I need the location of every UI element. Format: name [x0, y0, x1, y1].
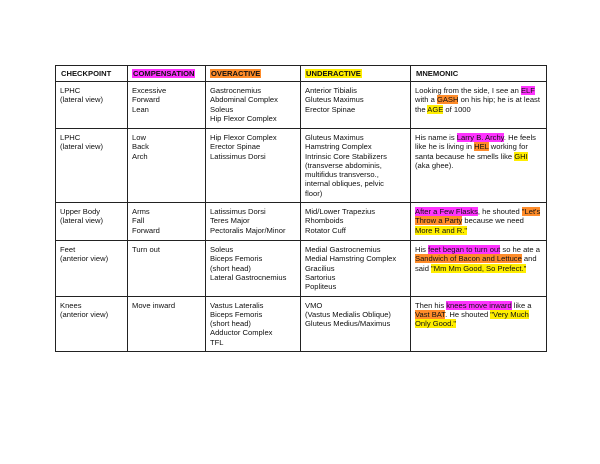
compensation-line: Low: [132, 133, 146, 142]
mnemonic-text: of 1000: [443, 104, 471, 114]
overactive-line: (short head): [210, 319, 251, 329]
overactive-line: Hip Flexor Complex: [210, 113, 277, 123]
mnemonic-text: so he ate a: [500, 245, 540, 255]
table-row: [56, 82, 547, 129]
compensation-line: Forward: [132, 225, 160, 235]
underactive-line: Anterior Tibialis: [305, 86, 357, 95]
mnemonic-cell: [411, 129, 547, 203]
overactive-cell: [206, 296, 301, 351]
overactive-cell: [206, 129, 301, 203]
table-row: [56, 296, 547, 351]
header-underactive: UNDERACTIVE: [301, 66, 411, 82]
underactive-line: Intrinsic Core Stabilizers: [305, 151, 387, 161]
underactive-cell: [301, 241, 411, 296]
compensation-line: Arms: [132, 207, 150, 217]
underactive-line: Gracilius: [305, 263, 335, 273]
overactive-line: Hip Flexor Complex: [210, 133, 277, 142]
overactive-line: TFL: [210, 337, 224, 347]
compensation-cell: [128, 129, 206, 203]
header-checkpoint: CHECKPOINT: [56, 66, 128, 82]
mnemonic-highlight: More R and R.": [415, 225, 468, 235]
underactive-line: Gluteus Maximus: [305, 95, 364, 105]
underactive-line: Medial Hamstring Complex: [305, 254, 397, 264]
mnemonic-cell: [411, 203, 547, 241]
header-mnemonic: MNEMONIC: [411, 66, 547, 82]
overactive-line: Latissimus Dorsi: [210, 207, 266, 217]
compensation-cell: [128, 82, 206, 129]
underactive-line: Mid/Lower Trapezius: [305, 207, 376, 217]
mnemonic-text: , he shouted: [477, 207, 522, 217]
checkpoint-line: (lateral view): [60, 95, 104, 105]
underactive-line: internal obliques, pelvic: [305, 179, 384, 189]
compensation-line: Lean: [132, 104, 149, 114]
table-row: [56, 203, 547, 241]
checkpoint-cell: [56, 241, 128, 296]
overactive-line: Soleus: [210, 245, 234, 255]
overactive-cell: [206, 82, 301, 129]
checkpoint-cell: [56, 129, 128, 203]
mnemonic-cell: [411, 82, 547, 129]
mnemonic-highlight: GASH: [436, 95, 459, 105]
mnemonic-cell: [411, 296, 547, 351]
compensation-line: Excessive: [132, 86, 167, 95]
underactive-line: (Vastus Medialis Oblique): [305, 309, 391, 319]
overactive-line: Biceps Femoris: [210, 309, 263, 319]
mnemonic-highlight: Larry B. Archy: [456, 133, 504, 142]
underactive-line: Erector Spinae: [305, 104, 356, 114]
overactive-cell: [206, 241, 301, 296]
checkpoint-line: (anterior view): [60, 309, 109, 319]
overactive-line: Pectoralis Major/Minor: [210, 225, 286, 235]
mnemonic-cell: [411, 241, 547, 296]
header-row: [56, 66, 547, 82]
checkpoint-line: (lateral view): [60, 142, 104, 152]
underactive-line: floor): [305, 188, 323, 198]
mnemonic-highlight: GHI: [514, 151, 528, 161]
checkpoint-line: Upper Body: [60, 207, 101, 217]
underactive-line: VMO: [305, 300, 323, 310]
mnemonic-highlight: HEL: [474, 142, 489, 152]
checkpoint-cell: [56, 296, 128, 351]
overactive-line: Abdominal Complex: [210, 95, 278, 105]
overactive-line: Vastus Lateralis: [210, 300, 264, 310]
compensation-line: Back: [132, 142, 149, 152]
underactive-cell: [301, 203, 411, 241]
mnemonic-text: His name is: [415, 133, 457, 142]
mnemonic-highlight: AGE: [427, 104, 444, 114]
mnemonic-text: . He feels like he is living in: [415, 133, 536, 152]
compensation-line: Arch: [132, 151, 148, 161]
overactive-line: Erector Spinae: [210, 142, 261, 152]
header-overactive: OVERACTIVE: [206, 66, 301, 82]
underactive-line: Hamstring Complex: [305, 142, 372, 152]
mnemonic-highlight: knees move inward: [446, 300, 512, 310]
checkpoint-cell: [56, 82, 128, 129]
mnemonic-highlight: "Let's Throw a Party: [415, 207, 541, 226]
mnemonic-text: . He shouted: [445, 309, 491, 319]
mnemonic-highlight: feet began to turn out: [428, 245, 501, 255]
mnemonic-highlight: "Mm Mm Good, So Prefect.": [431, 263, 527, 273]
mnemonic-text: Then his: [415, 300, 447, 310]
underactive-cell: [301, 129, 411, 203]
underactive-line: Sartorius: [305, 272, 336, 282]
checkpoint-table: [55, 65, 547, 352]
compensation-line: Move inward: [132, 300, 176, 310]
mnemonic-text: with a: [415, 95, 437, 105]
overactive-line: (short head): [210, 263, 251, 273]
overactive-line: Lateral Gastrocnemius: [210, 272, 287, 282]
mnemonic-text: on his hip; he is at least the: [415, 95, 540, 114]
underactive-line: Rhomboids: [305, 216, 344, 226]
underactive-line: Gluteus Maximus: [305, 133, 364, 142]
underactive-line: (transverse abdominis,: [305, 160, 382, 170]
checkpoint-line: Feet: [60, 245, 76, 255]
mnemonic-text: and said: [415, 254, 537, 273]
table-row: [56, 129, 547, 203]
checkpoint-line: (lateral view): [60, 216, 104, 226]
underactive-line: multifidus transverso.,: [305, 170, 379, 180]
mnemonic-text: His: [415, 245, 429, 255]
checkpoint-line: (anterior view): [60, 254, 109, 264]
table-row: [56, 241, 547, 296]
underactive-cell: [301, 296, 411, 351]
overactive-line: Adductor Complex: [210, 328, 273, 338]
header-compensation: COMPENSATION: [128, 66, 206, 82]
mnemonic-text: Looking from the side, I see an: [415, 86, 521, 95]
compensation-cell: [128, 203, 206, 241]
underactive-line: Popliteus: [305, 282, 337, 292]
underactive-line: Medial Gastrocnemius: [305, 245, 381, 255]
mnemonic-highlight: ELF: [520, 86, 535, 95]
overactive-line: Latissimus Dorsi: [210, 151, 266, 161]
compensation-cell: [128, 241, 206, 296]
checkpoint-cell: [56, 203, 128, 241]
overactive-line: Gastrocnemius: [210, 86, 262, 95]
mnemonic-highlight: "Very Much Only Good.": [415, 309, 529, 329]
overactive-line: Soleus: [210, 104, 234, 114]
checkpoint-line: LPHC: [60, 86, 81, 95]
checkpoint-line: Knees: [60, 300, 82, 310]
mnemonic-text: like a: [511, 300, 532, 310]
underactive-line: Gluteus Medius/Maximus: [305, 319, 391, 329]
compensation-line: Turn out: [132, 245, 160, 255]
mnemonic-text: (aka ghee).: [415, 160, 454, 170]
mnemonic-highlight: Sandwich of Bacon and Lettuce: [415, 254, 522, 264]
overactive-line: Teres Major: [210, 216, 250, 226]
underactive-cell: [301, 82, 411, 129]
underactive-line: Rotator Cuff: [305, 225, 346, 235]
checkpoint-line: LPHC: [60, 133, 81, 142]
mnemonic-highlight: After a Few Flasks: [415, 207, 478, 217]
mnemonic-text: because we need: [462, 216, 524, 226]
compensation-line: Forward: [132, 95, 160, 105]
mnemonic-highlight: Vast BAT: [415, 309, 446, 319]
overactive-cell: [206, 203, 301, 241]
compensation-cell: [128, 296, 206, 351]
overactive-line: Biceps Femoris: [210, 254, 263, 264]
compensation-line: Fall: [132, 216, 145, 226]
mnemonic-text: working for santa because he smells like: [415, 142, 528, 161]
